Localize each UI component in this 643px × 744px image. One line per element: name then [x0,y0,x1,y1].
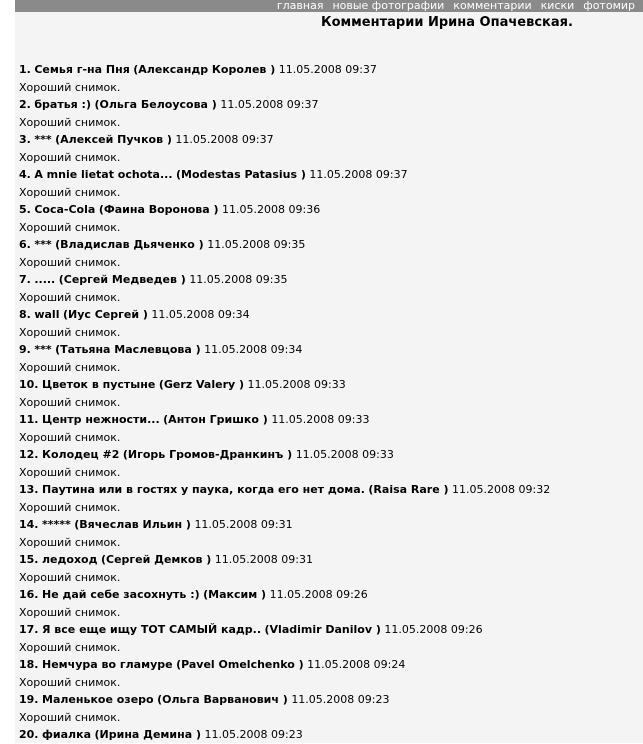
comment-entry [19,306,639,341]
comment-header [19,131,639,149]
comment-number: 13. [19,483,39,496]
comment-text: Хороший снимок. [19,640,121,654]
comment-photo-title[interactable]: Семья г-на Пня [34,63,130,76]
comment-datetime: 11.05.2008 09:33 [271,413,370,426]
comment-text: Хороший снимок. [19,150,121,164]
comment-photo-title[interactable]: *** [34,343,52,356]
nav-link-kiski[interactable]: киски [540,0,575,12]
comment-photo-author: (Pavel Omelchenko ) [176,658,304,671]
comment-header [19,656,639,674]
comment-header [19,691,639,709]
comment-number: 20. [19,728,39,741]
comment-entry [19,96,639,131]
comment-number: 2. [19,98,31,111]
comment-photo-author: (Сергей Демков ) [101,553,212,566]
comment-photo-title[interactable]: wall [34,308,60,321]
comment-photo-title[interactable]: Паутина или в гостях у паука, когда его нет дома. [42,483,365,496]
comment-number: 18. [19,658,39,671]
comment-entry [19,691,639,726]
comment-photo-title[interactable]: *** [34,133,52,146]
comment-entry [19,411,639,446]
comment-photo-title[interactable]: Не дай себе засохнуть :) [42,588,200,601]
comment-datetime: 11.05.2008 09:33 [295,448,394,461]
comment-text: Хороший снимок. [19,535,121,549]
comment-datetime: 11.05.2008 09:32 [452,483,551,496]
comment-photo-title[interactable]: Центр нежности... [42,413,160,426]
comment-text: Хороший снимок. [19,710,121,724]
comment-text: Хороший снимок. [19,325,121,339]
comment-number: 19. [19,693,39,706]
comment-header [19,411,639,429]
comment-photo-title[interactable]: Маленькое озеро [42,693,154,706]
comment-photo-author: (Игорь Громов-Дранкинъ ) [122,448,293,461]
comment-entry [19,726,639,744]
comment-datetime: 11.05.2008 09:37 [278,63,377,76]
comment-header [19,516,639,534]
comment-entry [19,166,639,201]
comment-datetime: 11.05.2008 09:34 [204,343,303,356]
comment-number: 15. [19,553,39,566]
comment-photo-author: (Gerz Valery ) [158,378,245,391]
nav-link-comments[interactable]: комментарии [453,0,532,12]
comment-photo-title[interactable]: Колодец #2 [42,448,120,461]
comment-text: Хороший снимок. [19,80,121,94]
comment-number: 6. [19,238,31,251]
comment-text: Хороший снимок. [19,570,121,584]
comment-photo-author: (Modestas Patasius ) [176,168,306,181]
left-gutter [0,0,15,743]
comment-photo-author: (Ольга Варванович ) [157,693,288,706]
comment-photo-title[interactable]: ледоход [42,553,98,566]
comment-photo-author: (Ольга Белоусова ) [94,98,217,111]
comment-entry [19,621,639,656]
comment-header [19,621,639,639]
comment-entry [19,341,639,376]
comment-photo-title[interactable]: *** [34,238,52,251]
page-title: Комментарии Ирина Опачевская. [321,15,573,30]
comment-entry [19,586,639,621]
comment-entry [19,131,639,166]
comment-header [19,376,639,394]
comment-text: Хороший снимок. [19,675,121,689]
comment-photo-title[interactable]: братья :) [34,98,91,111]
nav-link-home[interactable]: главная [276,0,324,12]
comment-text: Хороший снимок. [19,185,121,199]
comment-header [19,61,639,79]
comment-entry [19,236,639,271]
comment-text: Хороший снимок. [19,395,121,409]
nav-link-new-photos[interactable]: новые фотографии [332,0,445,12]
comment-header [19,551,639,569]
nav-link-photomir[interactable]: фотомир [583,0,635,12]
comment-text: Хороший снимок. [19,605,121,619]
comment-datetime: 11.05.2008 09:35 [189,273,288,286]
comment-entry [19,201,639,236]
comment-header [19,481,639,499]
comment-header [19,271,639,289]
comment-text: Хороший снимок. [19,430,121,444]
comment-number: 7. [19,273,31,286]
comment-header [19,201,639,219]
comment-datetime: 11.05.2008 09:26 [269,588,368,601]
comment-photo-title[interactable]: ..... [34,273,56,286]
comment-photo-title[interactable]: фиалка [42,728,91,741]
comment-text: Хороший снимок. [19,360,121,374]
comment-datetime: 11.05.2008 09:37 [175,133,274,146]
comment-text: Хороший снимок. [19,115,121,129]
comment-photo-title[interactable]: Немчура во гламуре [42,658,173,671]
comment-number: 5. [19,203,31,216]
comment-number: 11. [19,413,39,426]
comment-header [19,166,639,184]
comment-datetime: 11.05.2008 09:31 [214,553,313,566]
comment-number: 14. [19,518,39,531]
comment-number: 8. [19,308,31,321]
comment-number: 3. [19,133,31,146]
comment-datetime: 11.05.2008 09:23 [204,728,303,741]
comment-header [19,586,639,604]
comment-datetime: 11.05.2008 09:33 [247,378,346,391]
comment-number: 4. [19,168,31,181]
comment-datetime: 11.05.2008 09:35 [207,238,306,251]
comment-photo-author: (Владислав Дьяченко ) [55,238,204,251]
comment-photo-author: (Алексей Пучков ) [55,133,172,146]
page [15,0,643,743]
comment-text: Хороший снимок. [19,220,121,234]
comment-number: 12. [19,448,39,461]
comment-number: 17. [19,623,39,636]
comment-photo-author: (Фаина Воронова ) [98,203,219,216]
comment-header [19,236,639,254]
comment-header [19,306,639,324]
comment-text: Хороший снимок. [19,465,121,479]
top-nav-bar [15,0,643,12]
comment-header [19,341,639,359]
comment-header [19,96,639,114]
comment-photo-author: (Vladimir Danilov ) [264,623,381,636]
comment-text: Хороший снимок. [19,255,121,269]
comment-entry [19,656,639,691]
comment-number: 16. [19,588,39,601]
comment-header [19,726,639,744]
comment-number: 10. [19,378,39,391]
comment-entry [19,376,639,411]
comment-photo-author: (Антон Гришко ) [163,413,268,426]
comment-text: Хороший снимок. [19,500,121,514]
comment-entry [19,271,639,306]
comment-number: 9. [19,343,31,356]
comment-photo-author: (Вячеслав Ильин ) [74,518,191,531]
comment-number: 1. [19,63,31,76]
comment-datetime: 11.05.2008 09:26 [384,623,483,636]
comment-photo-title[interactable]: A mnie lietat ochota... [34,168,173,181]
comment-entry [19,551,639,586]
comment-datetime: 11.05.2008 09:37 [220,98,319,111]
comment-entry [19,446,639,481]
comment-entry [19,61,639,96]
comment-photo-title[interactable]: Я все еще ищу ТОТ САМЫЙ кадр.. [42,623,262,636]
comment-photo-author: (Raisa Rare ) [368,483,449,496]
comment-datetime: 11.05.2008 09:37 [309,168,408,181]
comment-header [19,446,639,464]
comment-photo-author: (Максим ) [203,588,267,601]
comment-datetime: 11.05.2008 09:34 [151,308,250,321]
comment-photo-title[interactable]: Coca-Cola [34,203,96,216]
comments-list [19,61,639,744]
comment-text: Хороший снимок. [19,290,121,304]
comment-datetime: 11.05.2008 09:31 [194,518,293,531]
comment-photo-author: (Ирина Демина ) [94,728,202,741]
comment-datetime: 11.05.2008 09:36 [222,203,321,216]
comment-photo-author: (Татьяна Маслевцова ) [55,343,201,356]
comment-photo-title[interactable]: Цветок в пустыне [42,378,156,391]
comment-photo-author: (Иус Сергей ) [62,308,148,321]
comment-entry [19,516,639,551]
comment-datetime: 11.05.2008 09:23 [291,693,390,706]
comment-datetime: 11.05.2008 09:24 [307,658,406,671]
comment-photo-author: (Сергей Медведев ) [58,273,186,286]
comment-photo-title[interactable]: ***** [42,518,71,531]
comment-entry [19,481,639,516]
comment-photo-author: (Александр Королев ) [133,63,276,76]
